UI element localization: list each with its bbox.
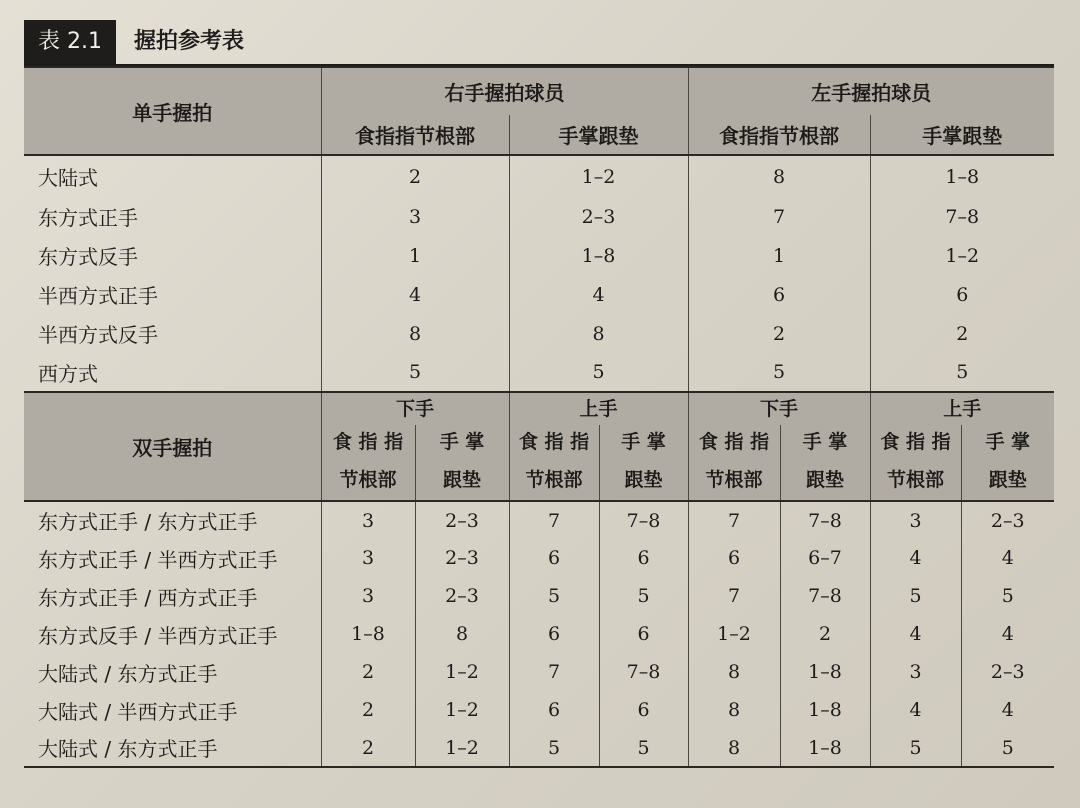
grip-value: 2–3	[415, 577, 509, 615]
pad-header-line1: 手 掌	[599, 425, 688, 459]
grip-value: 2–3	[415, 539, 509, 577]
table-caption	[24, 14, 1054, 67]
grip-combo-name: 大陆式 / 东方式正手	[38, 661, 218, 686]
double-hand-rows	[24, 501, 1054, 767]
double-grip-row	[24, 615, 1054, 653]
grip-value: 6	[688, 275, 870, 314]
single-hand-rows	[24, 155, 1054, 392]
knuckle-header-line2: 节根部	[870, 459, 961, 501]
grip-value: 4	[961, 539, 1054, 577]
pad-header-line2: 跟垫	[961, 459, 1054, 501]
grip-reference-table	[24, 66, 1054, 768]
single-hand-header: 单手握拍	[24, 67, 321, 155]
grip-name: 东方式正手	[38, 206, 138, 230]
right-hand-group-header: 右手握拍球员	[321, 67, 688, 115]
single-grip-row	[24, 155, 1054, 197]
double-grip-row	[24, 729, 1054, 767]
grip-value: 1–8	[780, 691, 870, 729]
pad-header-line1: 手 掌	[780, 425, 870, 459]
grip-combo-name: 东方式正手 / 半西方式正手	[38, 547, 278, 572]
single-grip-row	[24, 236, 1054, 275]
grip-value: 1–2	[415, 691, 509, 729]
table-number: 表 2.1	[24, 20, 116, 64]
grip-name: 东方式反手	[38, 245, 138, 269]
grip-name: 西方式	[38, 361, 98, 386]
grip-value: 5	[599, 729, 688, 767]
grip-value: 1–8	[321, 615, 415, 653]
grip-value: 3	[321, 501, 415, 539]
pad-header-line2: 跟垫	[780, 459, 870, 501]
grip-value: 6	[599, 615, 688, 653]
grip-value: 8	[688, 691, 780, 729]
grip-value: 3	[870, 501, 961, 539]
table-title: 握拍参考表	[134, 29, 245, 54]
grip-value: 2–3	[415, 501, 509, 539]
grip-value: 5	[870, 577, 961, 615]
grip-value: 7	[688, 577, 780, 615]
knuckle-header-line2: 节根部	[509, 459, 599, 501]
grip-value: 5	[961, 729, 1054, 767]
grip-value: 2	[780, 615, 870, 653]
grip-value: 5	[688, 353, 870, 392]
grip-value: 1–2	[415, 729, 509, 767]
grip-value: 6	[870, 275, 1054, 314]
grip-value: 5	[509, 577, 599, 615]
grip-value: 3	[321, 577, 415, 615]
grip-value: 5	[870, 353, 1054, 392]
grip-value: 3	[321, 197, 509, 236]
grip-value: 7–8	[599, 653, 688, 691]
grip-value: 8	[688, 653, 780, 691]
grip-combo-name: 大陆式 / 东方式正手	[24, 729, 321, 767]
grip-value: 8	[509, 314, 688, 353]
grip-value: 3	[321, 539, 415, 577]
double-grip-row	[24, 501, 1054, 539]
grip-value: 6	[688, 539, 780, 577]
knuckle-header-line2: 节根部	[688, 459, 780, 501]
grip-value: 2	[321, 155, 509, 197]
grip-value: 4	[870, 691, 961, 729]
double-grip-row	[24, 691, 1054, 729]
grip-combo-name: 东方式反手 / 半西方式正手	[38, 623, 278, 648]
knuckle-header-line1: 食 指 指	[321, 425, 415, 459]
right-pad-header: 手掌跟垫	[509, 115, 688, 155]
grip-value: 1–8	[509, 236, 688, 275]
double-grip-row	[24, 577, 1054, 615]
grip-name: 半西方式反手	[38, 323, 158, 347]
grip-value: 5	[321, 353, 509, 392]
grip-name: 大陆式	[24, 155, 321, 197]
grip-value: 1–2	[509, 155, 688, 197]
grip-value: 8	[688, 729, 780, 767]
grip-value: 8	[415, 615, 509, 653]
left-knuckle-header: 食指指节根部	[688, 115, 870, 155]
left-pad-header: 手掌跟垫	[870, 115, 1054, 155]
grip-value: 7–8	[870, 197, 1054, 236]
grip-value: 7–8	[780, 501, 870, 539]
grip-value: 7	[509, 501, 599, 539]
grip-value: 1–2	[415, 653, 509, 691]
grip-value: 2–3	[961, 501, 1054, 539]
left-lower-header: 下手	[688, 392, 870, 425]
grip-value: 1–2	[870, 236, 1054, 275]
grip-value: 2	[321, 729, 415, 767]
grip-value: 3	[870, 653, 961, 691]
knuckle-header-line2: 节根部	[321, 459, 415, 501]
grip-value: 6	[509, 615, 599, 653]
grip-value: 4	[961, 615, 1054, 653]
grip-value: 1	[321, 236, 509, 275]
grip-value: 7–8	[599, 501, 688, 539]
grip-value: 5	[961, 577, 1054, 615]
grip-value: 2	[688, 314, 870, 353]
grip-combo-name: 大陆式 / 半西方式正手	[38, 699, 238, 724]
grip-combo-name: 东方式正手 / 东方式正手	[24, 501, 321, 539]
knuckle-header-line1: 食 指 指	[509, 425, 599, 459]
pad-header-line2: 跟垫	[599, 459, 688, 501]
grip-value: 1–8	[780, 653, 870, 691]
grip-value: 6	[599, 691, 688, 729]
knuckle-header-line1: 食 指 指	[870, 425, 961, 459]
pad-header-line2: 跟垫	[415, 459, 509, 501]
grip-value: 4	[509, 275, 688, 314]
grip-value: 4	[321, 275, 509, 314]
grip-value: 4	[870, 615, 961, 653]
grip-value: 5	[509, 729, 599, 767]
grip-value: 7	[688, 501, 780, 539]
grip-value: 6–7	[780, 539, 870, 577]
grip-value: 7–8	[780, 577, 870, 615]
single-grip-row	[24, 314, 1054, 353]
grip-value: 6	[509, 691, 599, 729]
grip-value: 5	[599, 577, 688, 615]
grip-value: 7	[509, 653, 599, 691]
right-lower-header: 下手	[321, 392, 509, 425]
grip-value: 1–8	[870, 155, 1054, 197]
grip-value: 2	[321, 653, 415, 691]
grip-combo-name: 东方式正手 / 西方式正手	[38, 585, 258, 610]
single-grip-row	[24, 275, 1054, 314]
grip-value: 7	[688, 197, 870, 236]
right-knuckle-header: 食指指节根部	[321, 115, 509, 155]
grip-value: 8	[688, 155, 870, 197]
left-upper-header: 上手	[870, 392, 1054, 425]
pad-header-line1: 手 掌	[961, 425, 1054, 459]
single-grip-row	[24, 353, 1054, 392]
grip-value: 2	[321, 691, 415, 729]
grip-value: 8	[321, 314, 509, 353]
grip-value: 6	[599, 539, 688, 577]
double-grip-row	[24, 653, 1054, 691]
double-hand-header: 双手握拍	[24, 392, 321, 501]
grip-value: 1	[688, 236, 870, 275]
double-grip-row	[24, 539, 1054, 577]
grip-value: 5	[509, 353, 688, 392]
right-upper-header: 上手	[509, 392, 688, 425]
single-grip-row	[24, 197, 1054, 236]
grip-value: 4	[870, 539, 961, 577]
grip-value: 2	[870, 314, 1054, 353]
grip-value: 2–3	[961, 653, 1054, 691]
grip-value: 2–3	[509, 197, 688, 236]
left-hand-group-header: 左手握拍球员	[688, 67, 1054, 115]
grip-value: 1–2	[688, 615, 780, 653]
grip-name: 半西方式正手	[38, 284, 158, 308]
grip-value: 4	[961, 691, 1054, 729]
grip-value: 6	[509, 539, 599, 577]
pad-header-line1: 手 掌	[415, 425, 509, 459]
grip-value: 5	[870, 729, 961, 767]
knuckle-header-line1: 食 指 指	[688, 425, 780, 459]
grip-value: 1–8	[780, 729, 870, 767]
